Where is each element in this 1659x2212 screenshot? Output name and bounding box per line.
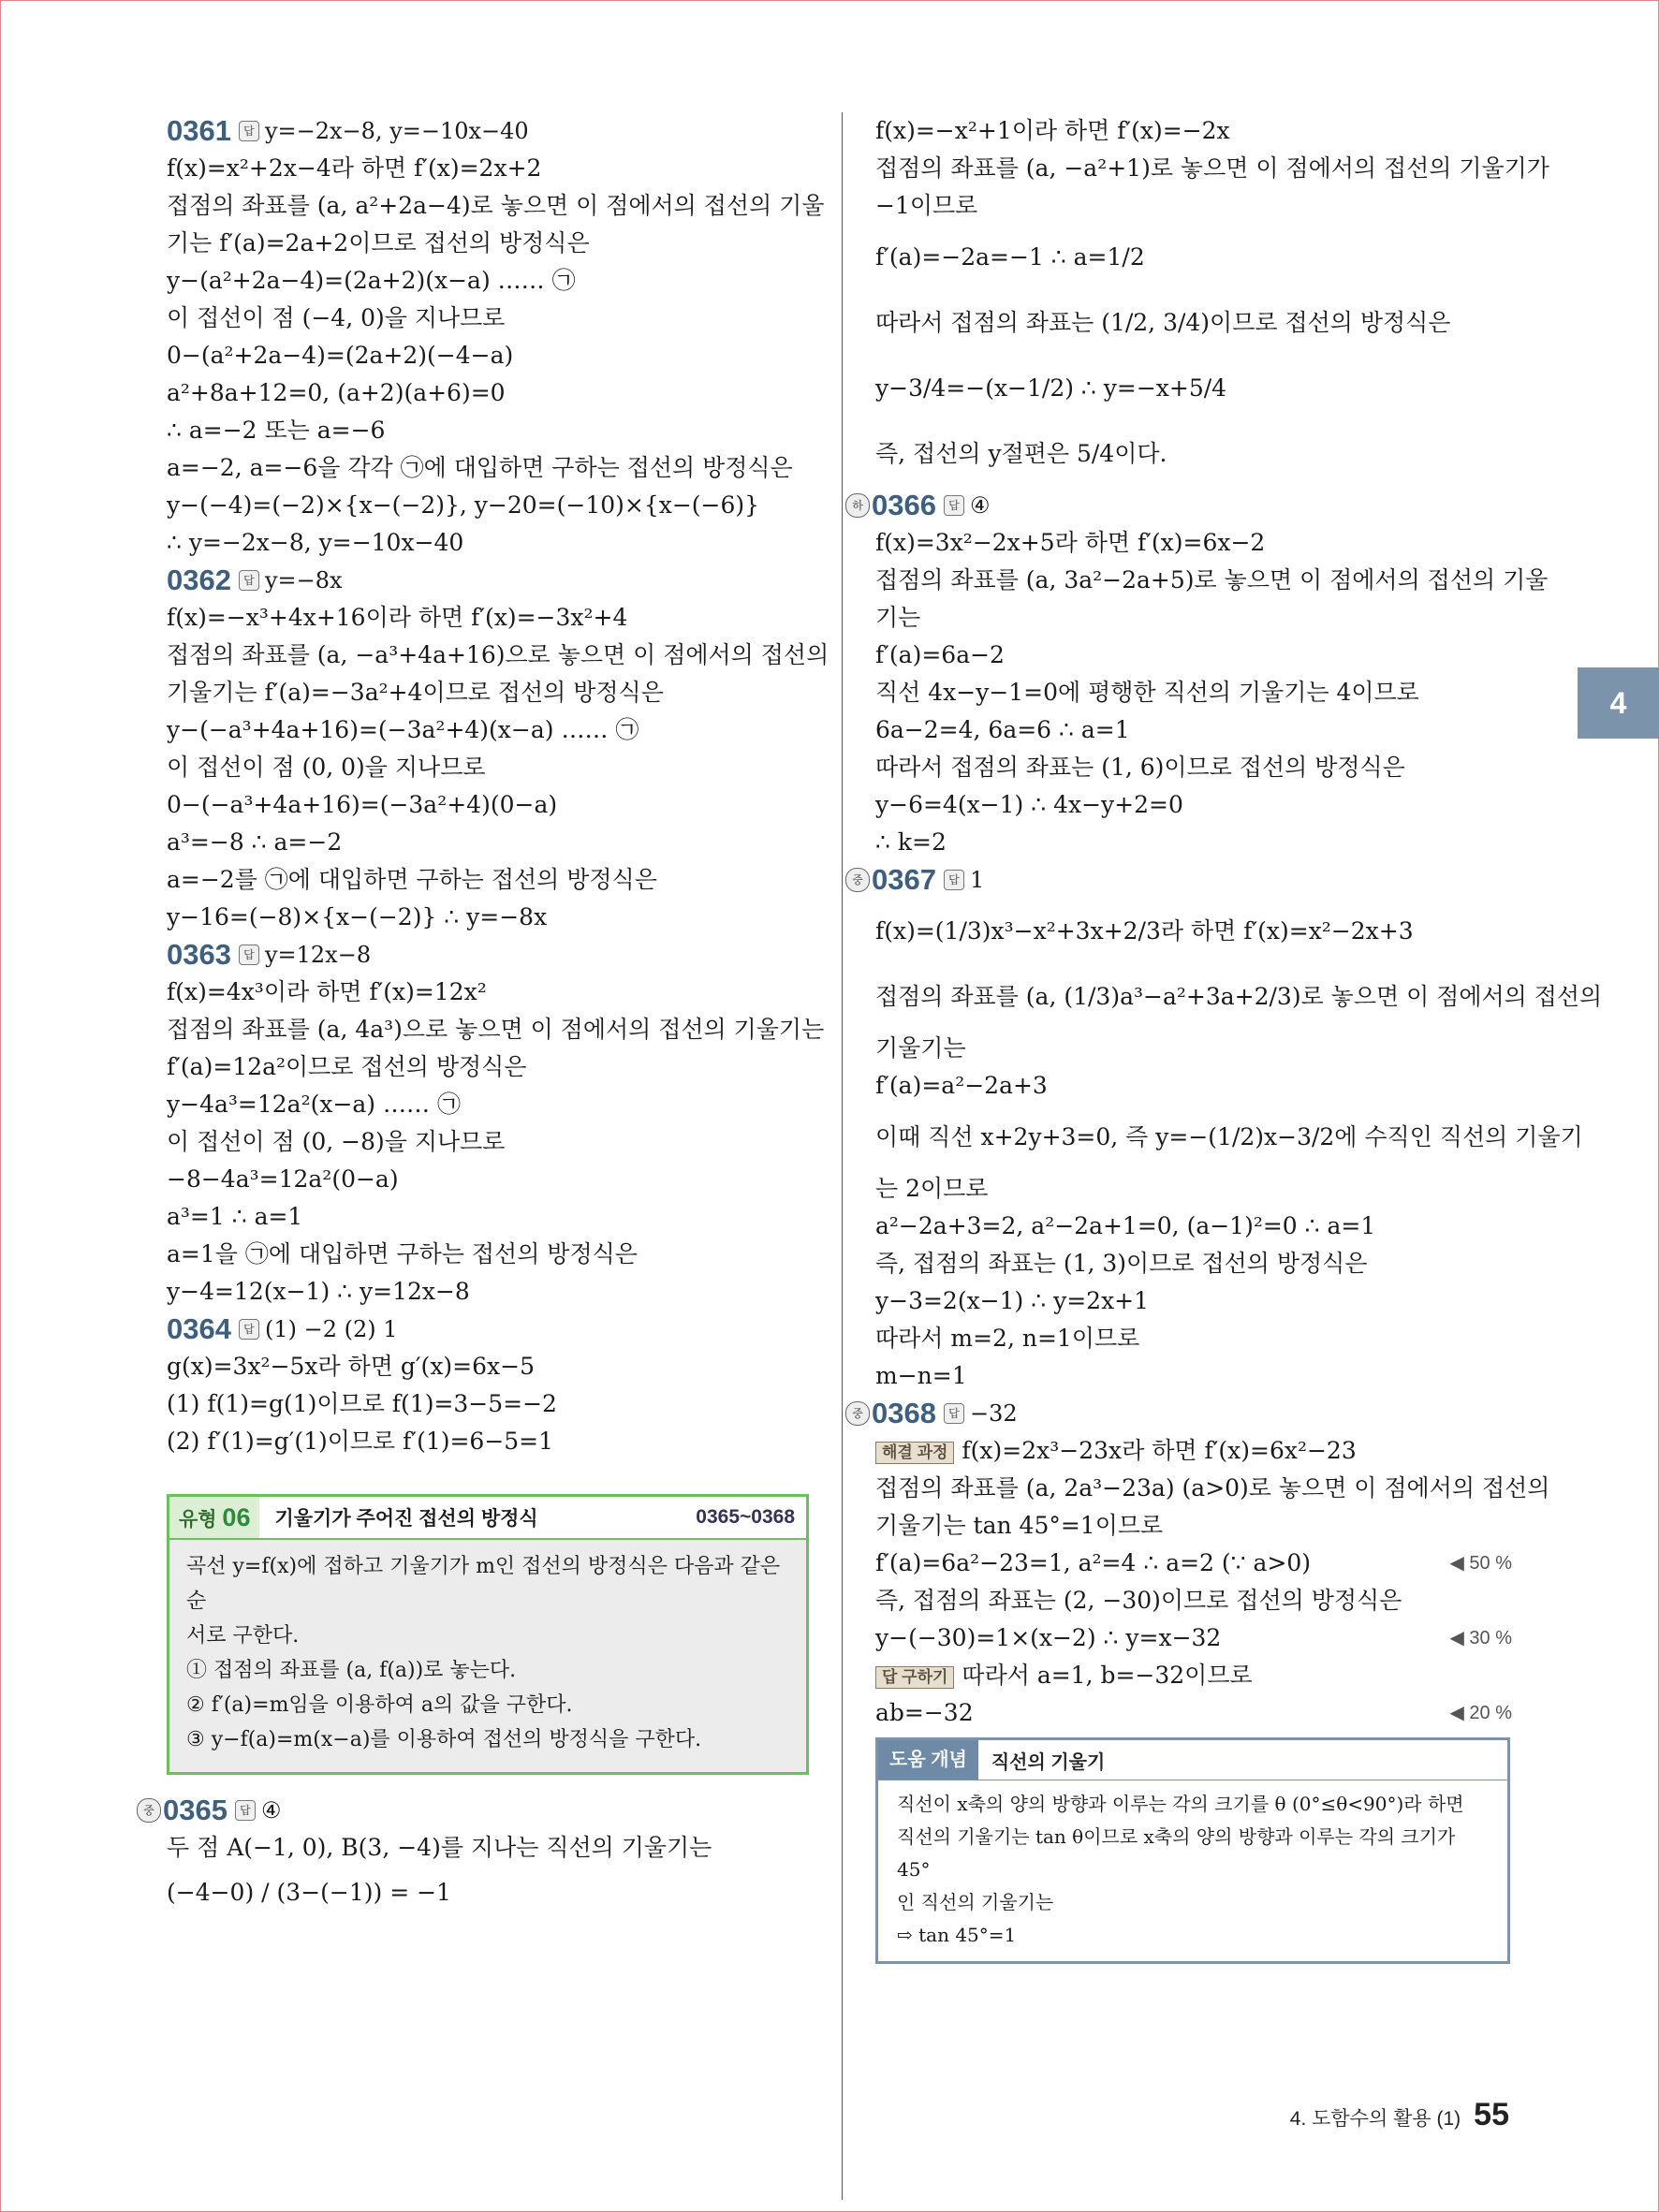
solution-line: 즉, 접점의 좌표는 (2, −30)이므로 접선의 방정식은 xyxy=(875,1587,1402,1614)
solution-line: 즉, 접선의 y절편은 5/4이다. xyxy=(875,440,1167,467)
solution-line: 기는 xyxy=(875,604,921,631)
score-percent: ◀ 30 % xyxy=(1449,1628,1512,1648)
solution-line xyxy=(875,1619,1521,1657)
solution-line: 접점의 좌표를 (a, 4a³)으로 놓으면 이 점에서의 접선의 기울기는 xyxy=(167,1016,825,1043)
answer-text: ④ xyxy=(260,1797,282,1824)
solution-line xyxy=(875,1657,1521,1694)
solution-line: 이 접선이 점 (0, −8)을 지나므로 xyxy=(167,1128,506,1155)
answer-text: 1 xyxy=(969,867,985,893)
solution-line: 접점의 좌표를 (a, 2a³−23a) (a>0)로 놓으면 이 점에서의 접선의 xyxy=(875,1474,1550,1502)
solution-line: 0−(−a³+4a+16)=(−3a²+4)(0−a) xyxy=(167,791,558,818)
solution-line: (1) f(1)=g(1)이므로 f(1)=3−5=−2 xyxy=(167,1390,557,1417)
solution-line xyxy=(875,1694,1521,1732)
solution-line: −1이므로 xyxy=(875,192,978,219)
solution-line: ∴ y=−2x−8, y=−10x−40 xyxy=(167,529,464,556)
solution-line: −8−4a³=12a²(0−a) xyxy=(167,1165,399,1193)
help-title: 직선의 기울기 xyxy=(991,1751,1106,1773)
help-box xyxy=(875,1737,1510,1964)
solution-line: 접점의 좌표를 (a, 3a²−2a+5)로 놓으면 이 점에서의 접선의 기울 xyxy=(875,566,1549,593)
solution-line: ∴ k=2 xyxy=(875,828,947,856)
solution-line: y−4a³=12a²(x−a) …… ㉠ xyxy=(167,1091,461,1118)
answer-mark-icon: 답 xyxy=(235,1800,256,1821)
solution-line: 이 접선이 점 (0, 0)을 지나므로 xyxy=(167,754,486,781)
help-line: 인 직선의 기울기는 xyxy=(897,1891,1054,1913)
page-footer xyxy=(1290,2097,1509,2133)
solution-line xyxy=(875,1545,1521,1582)
problem-0365 xyxy=(143,1792,813,1919)
problem-header xyxy=(167,936,813,974)
answer-text: −32 xyxy=(969,1400,1018,1427)
solution-line: y−(−4)=(−2)×{x−(−2)}, y−20=(−10)×{x−(−6)} xyxy=(167,491,760,519)
problem-number: 0362 xyxy=(167,564,231,596)
type-range: 0365~0368 xyxy=(696,1506,795,1528)
solution-line: 이 접선이 점 (−4, 0)을 지나므로 xyxy=(167,304,506,331)
type-label-text: 유형 xyxy=(179,1509,217,1531)
type-line: ① 접점의 좌표를 (a, f(a))로 놓는다. xyxy=(186,1659,517,1682)
solution-line: 직선 4x−y−1=0에 평행한 직선의 기울기는 4이므로 xyxy=(875,679,1419,706)
answer-text: y=−2x−8, y=−10x−40 xyxy=(264,118,529,144)
problem-header xyxy=(852,861,1521,899)
solution-line: a³=1 ∴ a=1 xyxy=(167,1203,303,1230)
solution-text: f(x)=2x³−23x라 하면 f′(x)=6x²−23 xyxy=(962,1437,1357,1464)
type-line: 곡선 y=f(x)에 접하고 기울기가 m인 접선의 방정식은 다음과 같은 순 xyxy=(186,1555,781,1613)
problem-header xyxy=(143,1792,813,1829)
solution-line: f(x)=3x²−2x+5라 하면 f′(x)=6x−2 xyxy=(875,529,1266,556)
solution-line: y−6=4(x−1) ∴ 4x−y+2=0 xyxy=(875,791,1183,818)
solution-line: 기울기는 xyxy=(875,1034,966,1062)
page-number: 55 xyxy=(1474,2097,1509,2132)
solution-line: a³=−8 ∴ a=−2 xyxy=(167,828,343,856)
help-line: 직선의 기울기는 tan θ이므로 x축의 양의 방향과 이루는 각의 크기가 45° xyxy=(897,1825,1456,1881)
problem-0367 xyxy=(852,861,1603,1395)
problem-0362 xyxy=(167,562,830,936)
solution-line: 따라서 접점의 좌표는 (1/2, 3/4)이므로 접선의 방정식은 xyxy=(875,309,1451,336)
chapter-title: 4. 도함수의 활용 (1) xyxy=(1289,2108,1461,2130)
help-header xyxy=(878,1740,1507,1780)
solution-line: y−3/4=−(x−1/2) ∴ y=−x+5/4 xyxy=(875,374,1227,402)
solution-line: f′(a)=a²−2a+3 xyxy=(875,1072,1048,1099)
difficulty-badge: 중 xyxy=(845,1401,870,1426)
problem-header xyxy=(852,487,1521,524)
solution-line: 접점의 좌표를 (a, −a²+1)로 놓으면 이 점에서의 접선의 기울기가 xyxy=(875,154,1549,182)
answer-mark-icon: 답 xyxy=(239,1319,259,1340)
problem-header xyxy=(167,112,813,150)
solution-line: f′(a)=6a−2 xyxy=(875,641,1005,668)
type-title: 기울기가 주어진 접선의 방정식 xyxy=(274,1508,538,1530)
solution-line: 기울기는 f′(a)=−3a²+4이므로 접선의 방정식은 xyxy=(167,679,664,706)
type-line: ③ y−f(a)=m(x−a)를 이용하여 접선의 방정식을 구한다. xyxy=(186,1728,702,1751)
left-column xyxy=(143,112,830,1919)
difficulty-badge: 중 xyxy=(845,868,870,892)
solution-line: 따라서 접점의 좌표는 (1, 6)이므로 접선의 방정식은 xyxy=(875,754,1405,781)
step-tag-process: 해결 과정 xyxy=(875,1442,954,1464)
answer-mark-icon: 답 xyxy=(239,121,259,141)
solution-line: y−(a²+2a−4)=(2a+2)(x−a) …… ㉠ xyxy=(167,267,576,294)
problem-number: 0368 xyxy=(872,1397,936,1429)
help-line: ⇨ tan 45°=1 xyxy=(897,1924,1017,1946)
answer-mark-icon: 답 xyxy=(944,495,964,516)
answer-text: (1) −2 (2) 1 xyxy=(264,1316,398,1342)
solution-line: 이때 직선 x+2y+3=0, 즉 y=−(1/2)x−3/2에 수직인 직선의 기울기 xyxy=(875,1123,1583,1150)
help-line: 직선이 x축의 양의 방향과 이루는 각의 크기를 θ (0°≤θ<90°)라 하면 xyxy=(897,1793,1464,1815)
solution-line: (−4−0) / (3−(−1)) = −1 xyxy=(167,1879,451,1906)
problem-number: 0366 xyxy=(872,489,936,521)
solution-line: y−3=2(x−1) ∴ y=2x+1 xyxy=(875,1287,1150,1314)
solution-line: 접점의 좌표를 (a, (1/3)a³−a²+3a+2/3)로 놓으면 이 점에서의 접선의 xyxy=(875,983,1603,1010)
score-percent: ◀ 50 % xyxy=(1449,1553,1512,1574)
difficulty-badge: 중 xyxy=(137,1798,161,1823)
score-percent: ◀ 20 % xyxy=(1449,1703,1512,1723)
answer-mark-icon: 답 xyxy=(944,1403,964,1424)
answer-text: y=12x−8 xyxy=(264,942,372,968)
problem-number: 0364 xyxy=(167,1312,231,1345)
solution-line: 0−(a²+2a−4)=(2a+2)(−4−a) xyxy=(167,342,514,369)
solution-line: 두 점 A(−1, 0), B(3, −4)를 지나는 직선의 기울기는 xyxy=(167,1834,712,1861)
step-tag-answer: 답 구하기 xyxy=(875,1666,954,1689)
solution-text: 따라서 a=1, b=−32이므로 xyxy=(962,1662,1253,1689)
problem-header xyxy=(852,1395,1521,1432)
solution-text: ab=−32 xyxy=(875,1699,974,1726)
problem-0365-continued xyxy=(875,112,1549,487)
solution-line: f(x)=4x³이라 하면 f′(x)=12x² xyxy=(167,978,487,1005)
type-box xyxy=(167,1494,809,1775)
solution-line: 기는 f′(a)=2a+2이므로 접선의 방정식은 xyxy=(167,229,590,256)
solution-line: 접점의 좌표를 (a, −a³+4a+16)으로 놓으면 이 점에서의 접선의 xyxy=(167,641,830,668)
help-label: 도움 개념 xyxy=(878,1740,978,1780)
answer-mark-icon: 답 xyxy=(944,870,964,890)
solution-line: (2) f′(1)=g′(1)이므로 f′(1)=6−5=1 xyxy=(167,1428,554,1455)
answer-mark-icon: 답 xyxy=(239,570,259,591)
solution-line: 접점의 좌표를 (a, a²+2a−4)로 놓으면 이 점에서의 접선의 기울 xyxy=(167,192,825,219)
solution-line: y−4=12(x−1) ∴ y=12x−8 xyxy=(167,1278,470,1305)
right-column xyxy=(852,112,1603,1964)
solution-line: f(x)=−x³+4x+16이라 하면 f′(x)=−3x²+4 xyxy=(167,604,628,631)
type-header xyxy=(169,1497,806,1540)
solution-line xyxy=(875,1432,1521,1470)
solution-line: 따라서 m=2, n=1이므로 xyxy=(875,1325,1140,1352)
solution-line: a²+8a+12=0, (a+2)(a+6)=0 xyxy=(167,379,506,406)
difficulty-badge: 하 xyxy=(845,493,870,518)
problem-0368 xyxy=(852,1395,1550,1732)
solution-line: g(x)=3x²−5x라 하면 g′(x)=6x−5 xyxy=(167,1353,535,1380)
solution-line: 는 2이므로 xyxy=(875,1175,989,1202)
solution-line: a=−2, a=−6을 각각 ㉠에 대입하면 구하는 접선의 방정식은 xyxy=(167,454,793,481)
problem-number: 0363 xyxy=(167,938,231,971)
solution-line: f(x)=−x²+1이라 하면 f′(x)=−2x xyxy=(875,117,1230,144)
problem-number: 0361 xyxy=(167,114,231,147)
answer-text: y=−8x xyxy=(264,567,343,593)
problem-header xyxy=(167,562,813,599)
type-body xyxy=(169,1540,806,1772)
solution-line: y−(−a³+4a+16)=(−3a²+4)(x−a) …… ㉠ xyxy=(167,716,639,743)
solution-line: f(x)=x²+2x−4라 하면 f′(x)=2x+2 xyxy=(167,154,542,182)
solution-line: a²−2a+3=2, a²−2a+1=0, (a−1)²=0 ∴ a=1 xyxy=(875,1212,1376,1239)
type-number: 06 xyxy=(222,1503,251,1531)
solution-line: a=1을 ㉠에 대입하면 구하는 접선의 방정식은 xyxy=(167,1240,638,1267)
solution-text: f′(a)=6a²−23=1, a²=4 ∴ a=2 (∵ a>0) xyxy=(875,1549,1312,1576)
solution-line: 6a−2=4, 6a=6 ∴ a=1 xyxy=(875,716,1130,743)
chapter-tab: 4 xyxy=(1578,667,1659,739)
problem-number: 0365 xyxy=(163,1794,228,1826)
problem-number: 0367 xyxy=(872,863,936,896)
answer-mark-icon: 답 xyxy=(239,945,259,965)
solution-line: f′(a)=−2a=−1 ∴ a=1/2 xyxy=(875,243,1145,271)
problem-0361 xyxy=(167,112,825,562)
solution-line: 기울기는 tan 45°=1이므로 xyxy=(875,1512,1164,1539)
solution-line: m−n=1 xyxy=(875,1362,967,1389)
solution-line: y−16=(−8)×{x−(−2)} ∴ y=−8x xyxy=(167,903,548,930)
solution-text: y−(−30)=1×(x−2) ∴ y=x−32 xyxy=(875,1624,1222,1651)
answer-text: ④ xyxy=(969,492,991,519)
problem-header xyxy=(167,1311,813,1348)
solution-line: 즉, 접점의 좌표는 (1, 3)이므로 접선의 방정식은 xyxy=(875,1250,1368,1277)
solution-line: a=−2를 ㉠에 대입하면 구하는 접선의 방정식은 xyxy=(167,866,657,893)
problem-0364 xyxy=(167,1311,813,1460)
problem-0363 xyxy=(167,936,825,1311)
problem-0366 xyxy=(852,487,1549,861)
solution-line: f(x)=(1/3)x³−x²+3x+2/3라 하면 f′(x)=x²−2x+3 xyxy=(875,917,1414,945)
solution-line: f′(a)=12a²이므로 접선의 방정식은 xyxy=(167,1053,527,1080)
type-line: ② f′(a)=m임을 이용하여 a의 값을 구한다. xyxy=(186,1693,573,1717)
solution-line: ∴ a=−2 또는 a=−6 xyxy=(167,417,386,444)
type-label xyxy=(169,1497,259,1538)
type-line: 서로 구한다. xyxy=(186,1624,300,1648)
help-body xyxy=(878,1780,1507,1961)
column-divider xyxy=(842,112,843,2200)
